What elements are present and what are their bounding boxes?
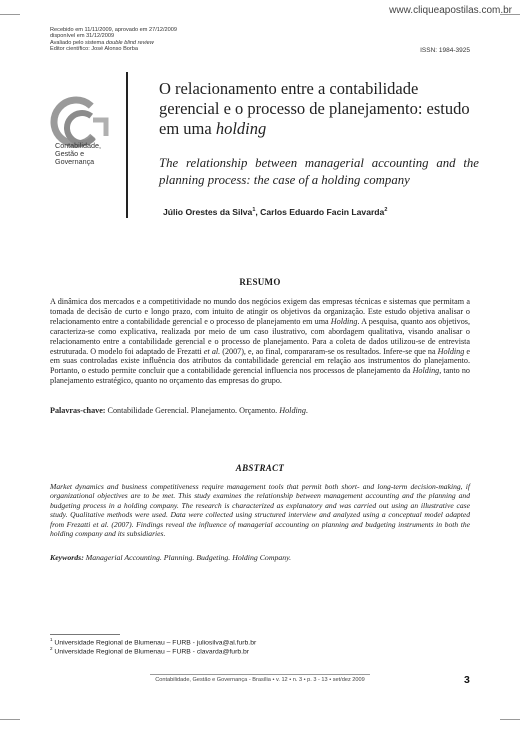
submission-info <box>50 27 177 53</box>
title-english: The relationship between managerial accounting and the planning process: the case of a holding company <box>159 156 479 187</box>
footer-rule <box>150 674 370 675</box>
editor-line: Editor científico: José Alonso Borba <box>50 46 138 53</box>
abstract-heading: ABSTRACT <box>235 463 285 473</box>
crop-mark-top-right <box>500 14 520 15</box>
received-line: Recebido em 11/11/2009, aprovado em 27/12/2009 <box>50 27 177 33</box>
logo-caption: Contabilidade, Gestão e Governança <box>55 141 101 167</box>
title-portuguese: O relacionamento entre a contabilidade gerencial e o processo de planejamento: estudo em uma holding <box>159 79 470 138</box>
footnote-2: $^2$ Universidade Regional de Blumenau – FURB - clavarda@furb.br <box>50 646 250 656</box>
footnote-1: $^1$ Universidade Regional de Blumenau – FURB - juliosilva@al.furb.br <box>50 637 257 647</box>
crop-mark-bottom-left <box>0 719 20 720</box>
available-line: disponível em 31/12/2009 <box>50 33 115 40</box>
keywords: Keywords: Managerial Accounting. Planning. Budgeting. Holding Company. <box>50 553 292 562</box>
watermark-url: www.cliqueapostilas.com.br <box>389 5 512 16</box>
authors: Júlio Orestes da Silva$^1$, Carlos Eduardo Facin Lavarda$^2$ <box>163 207 388 217</box>
abstract-paragraph: Market dynamics and business competitiveness require management tools that permit both short- and long-term decision-making, if organizational objectives are to be met. This study examines the relationship between management accounting and the planning and budgeting process in a holding company. The research is characterized as explanatory and was carried out using an illustrative case study. Qualitative methods were used. Data were collected using structured interview and analyzed using a conceptual model adapted from Frezatti et al. (2007). Findings reveal the influence of managerial accounting on planning and budgeting instruments in both the holding company and its subsidiaries. <box>50 482 470 539</box>
footnote-rule <box>50 634 120 635</box>
page-number: 3 <box>464 674 470 686</box>
resumo-heading: RESUMO <box>239 277 281 287</box>
journal-footer: Contabilidade, Gestão e Governança - Brasília • v. 12 • n. 3 • p. 3 - 13 • set/dez 2009 <box>155 677 365 683</box>
review-line: Avaliado pelo sistema double blind review <box>50 39 154 46</box>
palavras-chave: Palavras-chave: Contabilidade Gerencial. Planejamento. Orçamento. Holding. <box>50 406 308 415</box>
resumo-paragraph: A dinâmica dos mercados e a competitividade no mundo dos negócios exigem das empresas técnicas e sistemas que permitam a tomada de decisão de curto e longo prazo, com intuito de atingir os objetivos da organização. Este estudo objetiva analisar o relacionamento entre a contabilidade gerencial e o processo de planejamento em uma Holding. A pesquisa, quanto aos objetivos, caracteriza-se como explicativa, realizada por meio de um caso ilustrativo, com abordagem qualitativa, visando analisar o relacionamento entre a contabilidade gerencial e o processo de planejamento. Para a coleta de dados utilizou-se de entrevista estruturada. O modelo foi adaptado de Frezatti et al. (2007), e, ao final, compararam-se os resultados. Infere-se que na Holding e em suas controladas existe influência dos atributos da contabilidade gerencial em relação aos instrumentos do planejamento. Portanto, o estudo permite concluir que a contabilidade gerencial influencia nos processos de planejamento da Holding, tanto no planejamento estratégico, quanto no orçamento das empresas do grupo. <box>50 297 470 386</box>
crop-mark-bottom-right <box>500 719 520 720</box>
crop-mark-top-left <box>0 14 20 15</box>
issn: ISSN: 1984-3925 <box>420 47 470 54</box>
title-divider <box>126 72 128 218</box>
